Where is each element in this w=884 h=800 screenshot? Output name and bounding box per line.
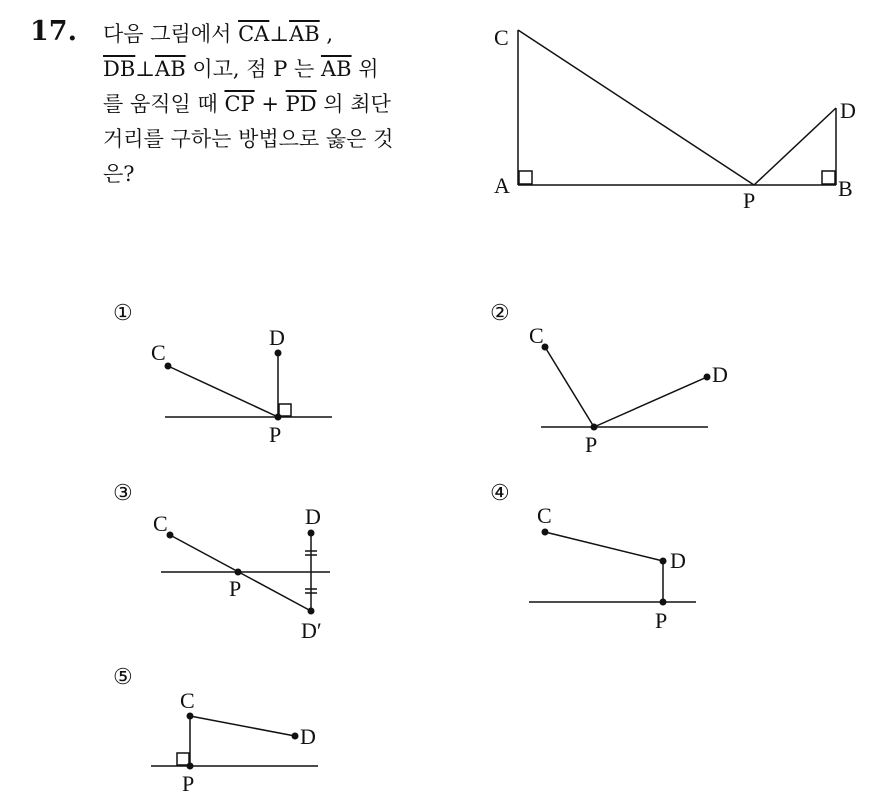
point-p (660, 599, 667, 606)
label-c: C (529, 323, 544, 348)
question-line-5: 은? (103, 162, 135, 186)
label-p: P (229, 576, 242, 601)
label-p: P (182, 771, 195, 796)
point-p (187, 763, 194, 770)
segment-cp: $\overline{CP}$ (224, 92, 255, 116)
text-fragment: 의 최단 (316, 92, 391, 116)
point-p (235, 569, 242, 576)
label-d: D (712, 362, 728, 387)
text-fragment: 다음 그림에서 (103, 22, 239, 46)
segment-pd-line (594, 377, 707, 427)
text-fragment: , (319, 22, 334, 46)
label-d: D (670, 548, 686, 573)
label-p: P (585, 432, 598, 457)
question-line-4: 거리를 구하는 방법으로 옳은 것 (103, 127, 394, 151)
text-fragment: 를 움직일 때 (103, 92, 225, 116)
label-p: P (269, 422, 282, 447)
label-c: C (153, 511, 168, 536)
point-c (542, 529, 549, 536)
question-number: 17. (30, 16, 77, 47)
segment-ca: $\overline{CA}$ (238, 22, 270, 46)
choice-4[interactable] (490, 480, 696, 633)
point-p (275, 414, 282, 421)
segment-cp-line (168, 366, 278, 417)
label-p: P (743, 188, 756, 213)
segment-cd-line (190, 716, 295, 736)
choice-marker: ③ (113, 480, 133, 505)
right-angle-mark (279, 404, 291, 416)
segment-ab: $\overline{AB}$ (320, 57, 352, 81)
choice-2[interactable] (490, 300, 728, 457)
right-angle-mark-a (519, 171, 532, 184)
point-p (591, 424, 598, 431)
label-d-prime: D′ (301, 618, 322, 643)
label-c: C (537, 503, 552, 528)
text-fragment: 이고, 점 P 는 (185, 57, 321, 81)
segment-db: $\overline{DB}$ (103, 57, 136, 81)
choice-3[interactable] (113, 480, 330, 643)
plus-symbol: + (254, 92, 286, 116)
label-d: D (840, 98, 856, 123)
label-c: C (180, 688, 195, 713)
choice-marker: ⑤ (113, 664, 133, 689)
segment-cp-line (545, 347, 594, 427)
segment-cp-line (518, 30, 754, 185)
point-d-prime (308, 608, 315, 615)
choice-1[interactable] (113, 300, 332, 447)
label-d: D (305, 504, 321, 529)
point-d (308, 530, 315, 537)
text-fragment: 위 (351, 57, 379, 81)
point-d (704, 374, 711, 381)
right-angle-mark-b (822, 171, 835, 184)
choice-marker: ① (113, 300, 133, 325)
label-c: C (151, 340, 166, 365)
right-angle-mark (177, 753, 189, 765)
segment-pd-line (754, 108, 836, 185)
perpendicular-symbol: ⊥ (135, 57, 156, 81)
label-b: B (838, 176, 853, 201)
choice-5[interactable] (113, 664, 318, 796)
perpendicular-symbol: ⊥ (269, 22, 290, 46)
choice-marker: ④ (490, 480, 510, 505)
label-a: A (494, 173, 510, 198)
label-c: C (494, 25, 509, 50)
choice-marker: ② (490, 300, 510, 325)
segment-ab: $\overline{AB}$ (155, 57, 186, 81)
label-d: D (300, 724, 316, 749)
segment-pd: $\overline{PD}$ (285, 92, 317, 116)
point-d (292, 733, 299, 740)
point-d (660, 558, 667, 565)
label-p: P (655, 608, 668, 633)
label-d: D (269, 325, 285, 350)
main-figure (518, 30, 836, 185)
point-c (187, 713, 194, 720)
segment-cd-line (545, 532, 663, 561)
point-d (275, 350, 282, 357)
segment-ab: $\overline{AB}$ (289, 22, 320, 46)
